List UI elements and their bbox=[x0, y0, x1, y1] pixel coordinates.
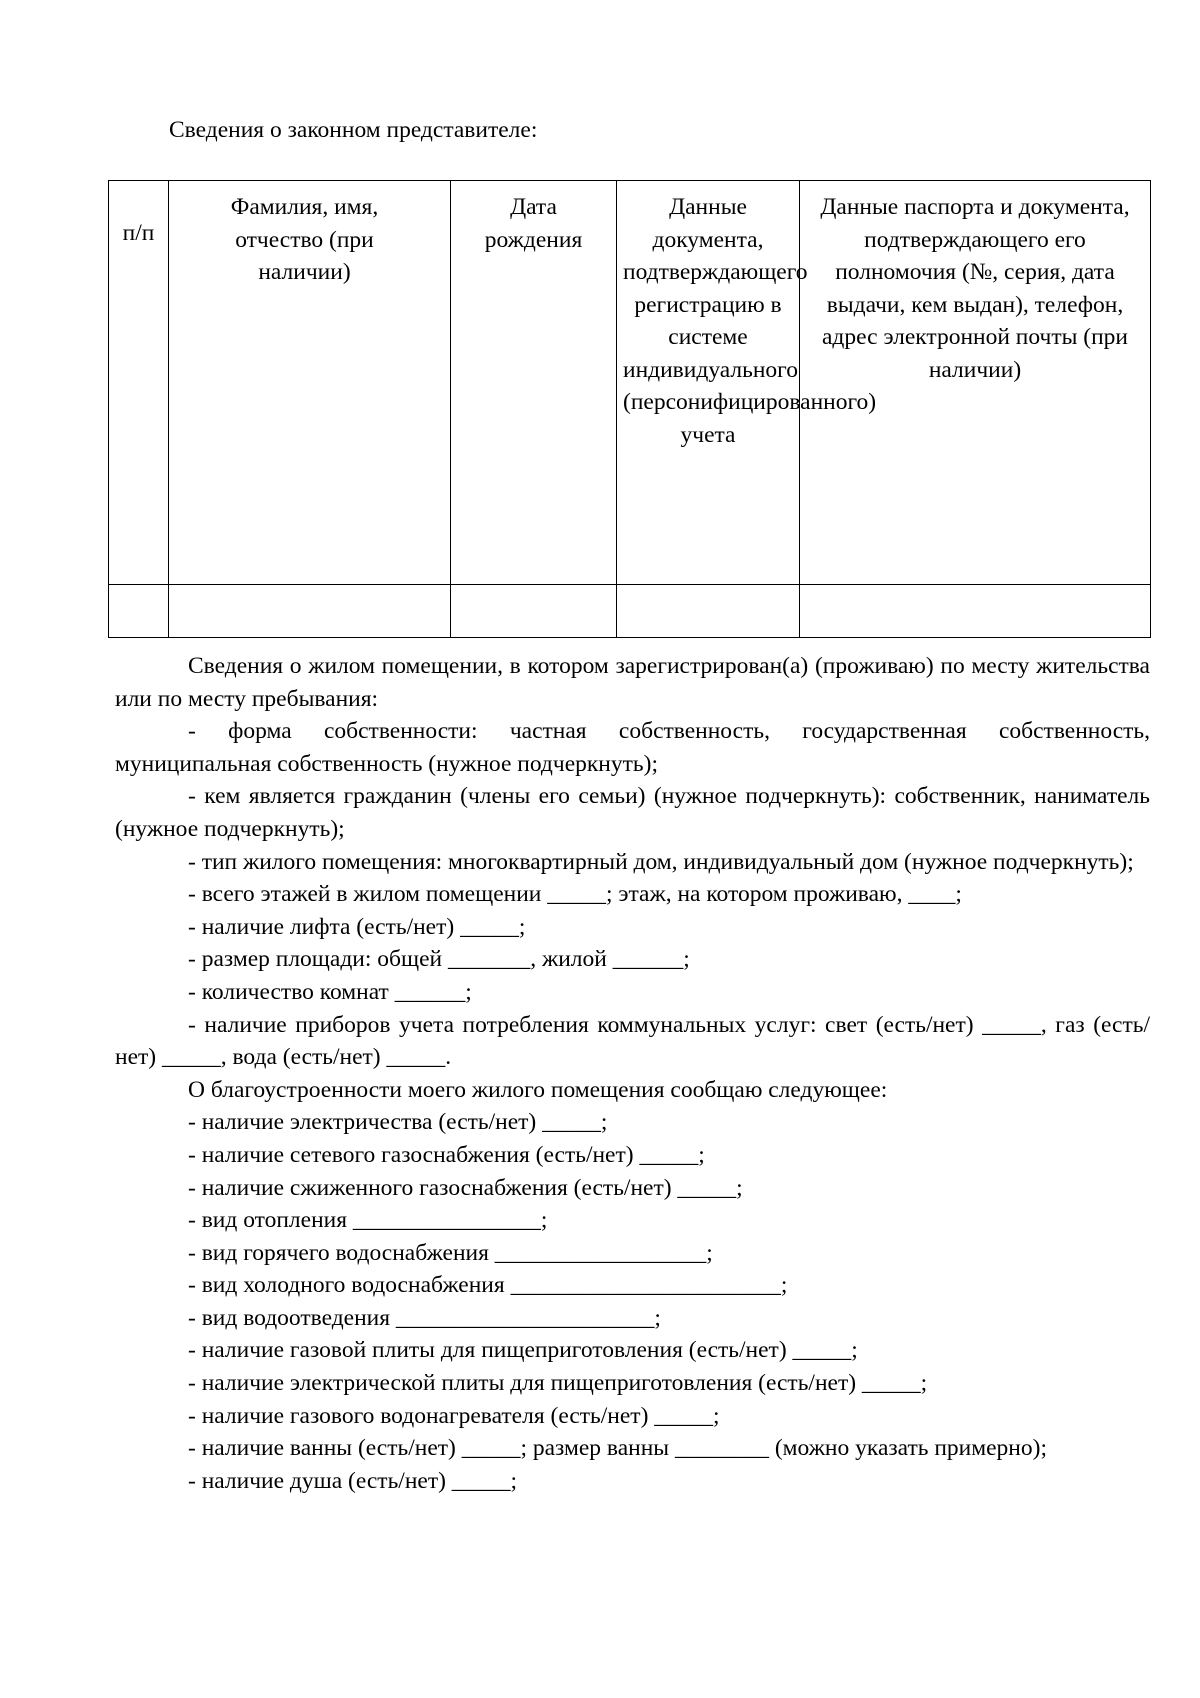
area-line: - размер площади: общей _______, жилой ______; bbox=[188, 946, 690, 973]
table-header-row bbox=[109, 181, 1151, 585]
housing-section bbox=[115, 650, 1150, 1497]
list-item: - наличие электричества (есть/нет) _____; bbox=[188, 1109, 608, 1136]
list-item: - вид горячего водоснабжения __________________; bbox=[188, 1239, 713, 1266]
table-row bbox=[109, 585, 1151, 638]
housing-intro: Сведения о жилом помещении, в котором зарегистрирован(а) (проживаю) по месту жительства или по месту пребывания: bbox=[115, 653, 1150, 712]
list-item: - наличие газовой плиты для пищеприготовления (есть/нет) _____; bbox=[188, 1337, 858, 1364]
rooms-line: - количество комнат ______; bbox=[188, 978, 472, 1005]
amenities-intro: О благоустроенности моего жилого помещения сообщаю следующее: bbox=[188, 1076, 888, 1103]
elevator-line: - наличие лифта (есть/нет) _____; bbox=[188, 913, 526, 940]
list-item: - вид холодного водоснабжения _______________________; bbox=[188, 1272, 788, 1299]
list-item: - наличие газового водонагревателя (есть/нет) _____; bbox=[188, 1402, 720, 1429]
list-item: - наличие сетевого газоснабжения (есть/нет) _____; bbox=[188, 1141, 705, 1168]
header-cell-number: п/п bbox=[109, 181, 169, 585]
citizen-role: - кем является гражданин (члены его семьи) (нужное подчеркнуть): собственник, наниматель (нужное подчеркнуть); bbox=[115, 783, 1150, 842]
header-cell-full-name: Фамилия, имя, отчество (при наличии) bbox=[169, 181, 451, 585]
row-cell-registration-document[interactable] bbox=[617, 585, 800, 638]
header-cell-passport-data: Данные паспорта и документа, подтверждающего его полномочия (№, серия, дата выдачи, кем выдан), телефон, адрес электронной почты (при наличии) bbox=[800, 181, 1151, 585]
list-item: - наличие сжиженного газоснабжения (есть/нет) _____; bbox=[188, 1174, 743, 1201]
list-item: - вид водоотведения ______________________; bbox=[188, 1304, 661, 1331]
row-cell-number[interactable] bbox=[109, 585, 169, 638]
legal-representative-table bbox=[108, 180, 1151, 638]
floors-line: - всего этажей в жилом помещении _____; этаж, на котором проживаю, ____; bbox=[188, 881, 962, 908]
meters-line: - наличие приборов учета потребления коммунальных услуг: свет (есть/нет) _____, газ (есть/нет) _____, вода (есть/нет) _____. bbox=[115, 1011, 1150, 1071]
header-cell-birth-date: Дата рождения bbox=[451, 181, 617, 585]
dwelling-type: - тип жилого помещения: многоквартирный дом, индивидуальный дом (нужное подчеркнуть); bbox=[188, 848, 1134, 875]
header-cell-registration-document: Данные документа, подтверждающего регистрацию в системе индивидуального (персонифицированного) учета bbox=[617, 181, 800, 585]
legal-representative-heading: Сведения о законном представителе: bbox=[169, 117, 538, 143]
shower-line: - наличие душа (есть/нет) _____; bbox=[188, 1467, 518, 1494]
row-cell-birth-date[interactable] bbox=[451, 585, 617, 638]
list-item: - наличие электрической плиты для пищеприготовления (есть/нет) _____; bbox=[188, 1370, 928, 1397]
bath-line: - наличие ванны (есть/нет) _____; размер ванны ________ (можно указать примерно); bbox=[188, 1435, 1047, 1462]
ownership-form: - форма собственности: частная собственность, государственная собственность, муниципальная собственность (нужное подчеркнуть); bbox=[115, 718, 1150, 777]
row-cell-full-name[interactable] bbox=[169, 585, 451, 638]
list-item: - вид отопления ________________; bbox=[188, 1207, 548, 1234]
row-cell-passport-data[interactable] bbox=[800, 585, 1151, 638]
